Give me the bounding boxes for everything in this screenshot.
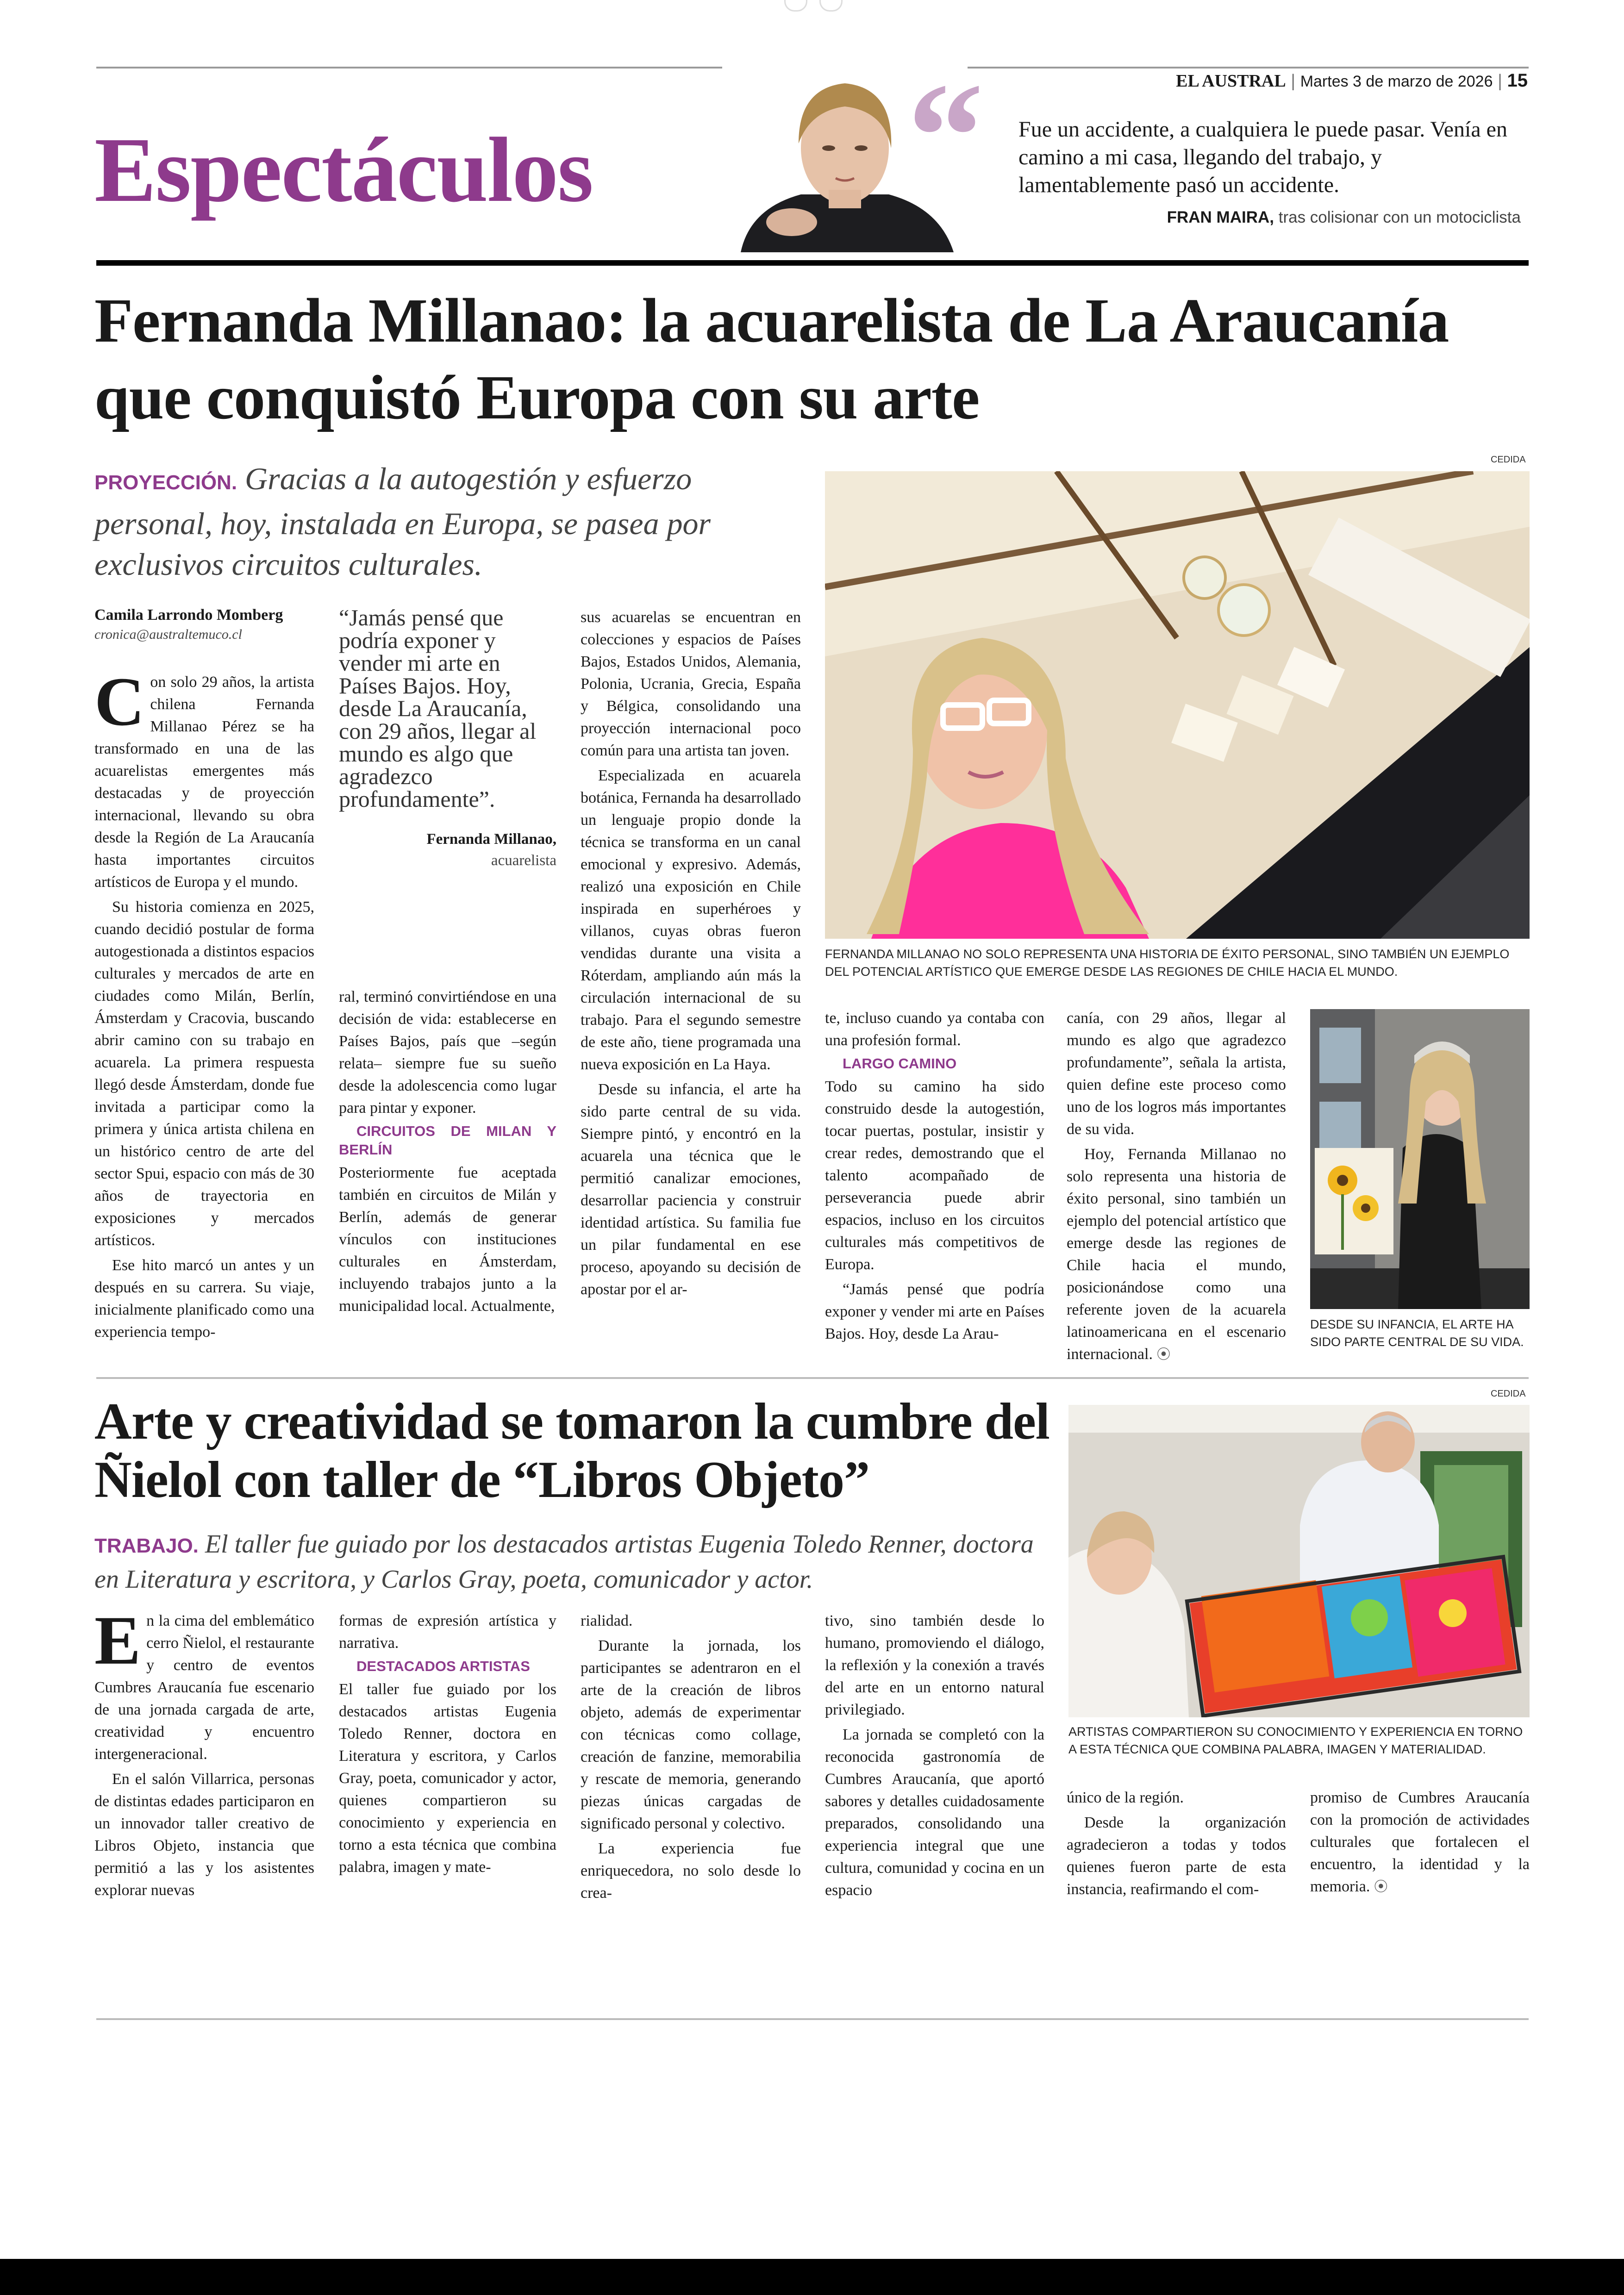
article2-photo <box>1068 1405 1530 1717</box>
article2-headline: Arte y creatividad se tomaron la cumbre del Ñielol con taller de “Libros Objeto” <box>94 1393 1049 1509</box>
article1-col5-p2-text: Hoy, Fernanda Millanao no solo representa una historia de éxito personal, sino también un ejemplo del potencial artístico que emerge desde las regiones de Chile hacia el mundo, posicionándose como una referente joven de la acuarela latinoamericana en el escenario internacional. <box>1067 1146 1286 1363</box>
article1-end-mark: ⦿ <box>1156 1347 1171 1363</box>
article2-col5-p2: Desde la organización agradecieron a todas y todos quienes fueron parte de esta instancia, reafirmando el com- <box>1067 1814 1286 1898</box>
article1-pull-quote: “Jamás pensé que podría exponer y vender mi arte en Países Bajos. Hoy, desde La Araucanía, con 29 años, llegar al mundo es algo que agradezco profundamente”. <box>339 605 537 812</box>
article1-col4 <box>825 1007 1044 1348</box>
article2-col3-p1: rialidad. <box>581 1612 633 1629</box>
article1-col5-p2 <box>1067 1143 1286 1366</box>
article1-side-photo <box>1310 1009 1530 1309</box>
article1-p3: Ese hito marcó un antes y un después en su carrera. Su viaje, inicialmente planificado como una experiencia tempo- <box>94 1257 314 1341</box>
newspaper-name: EL AUSTRAL <box>1176 71 1286 91</box>
header-thick-rule <box>96 260 1529 266</box>
article2-col3-p2: Durante la jornada, los participantes se adentraron en el arte de la creación de libros objeto, además de experimentar con técnicas como collage, creación de fanzine, memorabilia y rescate de memoria, generando piezas únicas cargadas de significado personal y colectivo. <box>581 1637 801 1832</box>
pull-quote-name: Fernanda Millanao, <box>426 831 556 848</box>
article1-col5 <box>1067 1007 1286 1369</box>
article2-col2-p2: El taller fue guiado por los destacados artistas Eugenia Toledo Renner, doctora en Literatura y escritora, y Carlos Gray, poeta, comunicador y actor, quienes compartieron su conocimiento y experiencia en torno a esta técnica que combina palabra, imagen y mate- <box>339 1681 556 1876</box>
bottom-rule <box>96 2018 1529 2020</box>
article1-col4-p1: te, incluso cuando ya contaba con una profesión formal. <box>825 1010 1044 1049</box>
article1-col5-p1: canía, con 29 años, llegar al mundo es algo que agradezco profundamente”, señala la artista, quien define este proceso como uno de los logros más importantes de su vida. <box>1067 1010 1286 1138</box>
page-scroll-dot-right[interactable] <box>819 0 843 12</box>
article1-col3-p3: Desde su infancia, el arte ha sido parte central de su vida. Siempre pintó, y encontró en la acuarela una técnica que le permitió canalizar emociones, desarrollar paciencia y construir identidad artística. Su familia fue un pilar fundamental en ese proceso, apoyando su decisión de apostar por el ar- <box>581 1081 801 1298</box>
article2-col4-p1: tivo, sino también desde lo humano, promoviendo el diálogo, la reflexión y la conexión a través del arte en un entorno natural privilegiado. <box>825 1612 1044 1718</box>
article1-main-photo <box>825 471 1530 939</box>
article1-col2-p2: Posteriormente fue aceptada también en circuitos de Milán y Berlín, además de generar vínculos con instituciones culturales en Ámsterdam, incluyendo trabajos junto a la municipalidad local. Actualmente, <box>339 1164 556 1315</box>
article2-col2 <box>339 1610 556 1881</box>
article2-col1 <box>94 1602 314 1904</box>
article2-col6-p1: promiso de Cumbres Araucanía con la promoción de actividades culturales que fortalecen el encuentro, la identidad y la memoria. <box>1310 1789 1530 1895</box>
folio: EL AUSTRAL | Martes 3 de marzo de 2026 | 15 <box>1176 70 1528 91</box>
quote-attribution <box>1018 208 1521 227</box>
article1-col4-p2: Todo su camino ha sido construido desde la autogestión, tocar puertas, postular, insistir y crear redes, demostrando que el talento acompañado de perseverancia puede abrir espacios, incluso en los circuitos culturales más competitivos de Europa. <box>825 1078 1044 1273</box>
quote-text: Fue un accidente, a cualquiera le puede pasar. Venía en camino a mi casa, llegando del trabajo, y lamentablemente pasó un accidente. <box>1018 117 1507 197</box>
issue-date: Martes 3 de marzo de 2026 <box>1300 73 1493 90</box>
article2-dropcap: E <box>94 1602 141 1679</box>
article2-photo-credit: CEDIDA <box>1491 1389 1526 1399</box>
article1-byline <box>94 606 326 642</box>
article1-subhead-circuitos: CIRCUITOS DE MILAN Y BERLÍN <box>339 1123 556 1158</box>
article2-p2: En el salón Villarrica, personas de distintas edades participaron en un innovador taller creativo de Libros Objeto, instancia que permitió a las y los asistentes explorar nuevas <box>94 1771 314 1899</box>
article1-side-caption: DESDE SU INFANCIA, EL ARTE HA SIDO PARTE CENTRAL DE SU VIDA. <box>1310 1317 1524 1349</box>
article1-col3 <box>581 606 801 1303</box>
article2-p1: n la cima del emblemático cerro Ñielol, el restaurante y centro de eventos Cumbres Araucanía fue escenario de una jornada cargada de arte, creatividad y encuentro intergeneracional. <box>94 1612 314 1763</box>
pull-quote-role: acuarelista <box>491 852 556 869</box>
article1-col3-p2: Especializada en acuarela botánica, Fernanda ha desarrollado un lenguaje propio donde la técnica se transforma en un canal emocional y expresivo. Además, realizó una exposición en Chile inspirada en superhéroes y villanos, cuyas obras fueron vendidas durante una visita a Róterdam, ampliando aún más la circulación internacional de su trabajo. Para el segundo semestre de este año, tiene programada una nueva exposición en La Haya. <box>581 767 801 1073</box>
page-scroll-dot-left[interactable] <box>784 0 807 12</box>
article2-kicker: TRABAJO. <box>94 1534 199 1557</box>
byline-name: Camila Larrondo Momberg <box>94 606 283 624</box>
quote-marks: “ <box>907 52 984 221</box>
article1-col1 <box>94 663 314 1346</box>
page-number: 15 <box>1507 70 1528 91</box>
article1-col3-p1: sus acuarelas se encuentran en colecciones y espacios de Países Bajos, Estados Unidos, Alemania, Polonia, Ucrania, Grecia, España y Bélgica, consolidando una proyección internacional poco común para una artista tan joven. <box>581 609 801 759</box>
article1-subhead-largo: LARGO CAMINO <box>843 1055 957 1072</box>
pull-quote-attribution <box>339 829 556 871</box>
article1-deck-text: Gracias a la autogestión y esfuerzo personal, hoy, instalada en Europa, se pasea por exclusivos circuitos culturales. <box>94 461 711 582</box>
article1-col2-p1: ral, terminó convirtiéndose en una decisión de vida: establecerse en Países Bajos, país que –según relata– siempre fue su sueño desde la adolescencia como lugar para pintar y exponer. <box>339 988 556 1116</box>
article1-main-caption: FERNANDA MILLANAO NO SOLO REPRESENTA UNA HISTORIA DE ÉXITO PERSONAL, SINO TAMBIÉN UN EJEMPLO DEL POTENCIAL ARTÍSTICO QUE EMERGE DESDE LAS REGIONES DE CHILE HACIA EL MUNDO. <box>825 947 1510 979</box>
article1-photo-credit: CEDIDA <box>1491 455 1526 465</box>
article2-col2-p1: formas de expresión artística y narrativa. <box>339 1612 556 1652</box>
article1-col2 <box>339 986 556 1320</box>
article2-col4-p2: La jornada se completó con la reconocida gastronomía de Cumbres Araucanía, que aportó sabores y detalles cuidadosamente preparados, consolidando una experiencia integral que une cultura, comunidad y cocina en un espacio <box>825 1726 1044 1899</box>
article1-col4-p3: “Jamás pensé que podría exponer y vender mi arte en Países Bajos. Hoy, desde La Arau- <box>825 1281 1044 1342</box>
article1-p1: on solo 29 años, la artista chilena Fernanda Millanao Pérez se ha transformado en una de las acuarelistas emergentes más destacadas y de proyección internacional, llevando su obra desde la Región de La Araucanía hasta importantes circuitos artísticos de Europa y el mundo. <box>94 674 314 891</box>
article1-deck <box>94 458 780 585</box>
article1-p2: Su historia comienza en 2025, cuando decidió postular de forma autogestionada a distintos espacios culturales y mercados de arte en ciudades como Milán, Berlín, Ámsterdam y Cracovia, buscando abrir camino con su trabajo en acuarela. La primera respuesta llegó desde Ámsterdam, donde fue invitada a participar como la primera y única artista chilena en un histórico centro de arte del sector Spui, espacio con más de 30 años de trayectoria en exposiciones y mercados artísticos. <box>94 898 314 1249</box>
article2-col6 <box>1310 1787 1530 1901</box>
quote-context: tras colisionar con un motociclista <box>1278 208 1521 226</box>
quote-author: FRAN MAIRA, <box>1167 208 1274 226</box>
article2-col5 <box>1067 1787 1286 1903</box>
article1-headline: Fernanda Millanao: la acuarelista de La Araucanía que conquistó Europa con su arte <box>94 286 1449 432</box>
article-divider <box>96 1377 1529 1379</box>
article2-deck-text: El taller fue guiado por los destacados artistas Eugenia Toledo Renner, doctora en Literatura y escritora, y Carlos Gray, poeta, comunicador y actor. <box>94 1530 1034 1594</box>
article1-dropcap: C <box>94 663 145 740</box>
byline-email[interactable]: cronica@australtemuco.cl <box>94 627 242 642</box>
article2-col3 <box>581 1610 801 1907</box>
article1-kicker: PROYECCIÓN. <box>94 471 237 494</box>
article2-col5-p1: único de la región. <box>1067 1789 1184 1806</box>
bottom-bar <box>0 2259 1624 2295</box>
article2-end-mark: ⦿ <box>1374 1879 1388 1895</box>
article2-col4 <box>825 1610 1044 1904</box>
article2-deck <box>94 1528 1057 1596</box>
article2-col3-p3: La experiencia fue enriquecedora, no solo desde lo crea- <box>581 1840 801 1902</box>
section-title: Espectáculos <box>94 119 593 221</box>
article2-caption: ARTISTAS COMPARTIERON SU CONOCIMIENTO Y EXPERIENCIA EN TORNO A ESTA TÉCNICA QUE COMBINA PALABRA, IMAGEN Y MATERIALIDAD. <box>1068 1725 1523 1756</box>
article2-subhead: DESTACADOS ARTISTAS <box>356 1658 530 1674</box>
